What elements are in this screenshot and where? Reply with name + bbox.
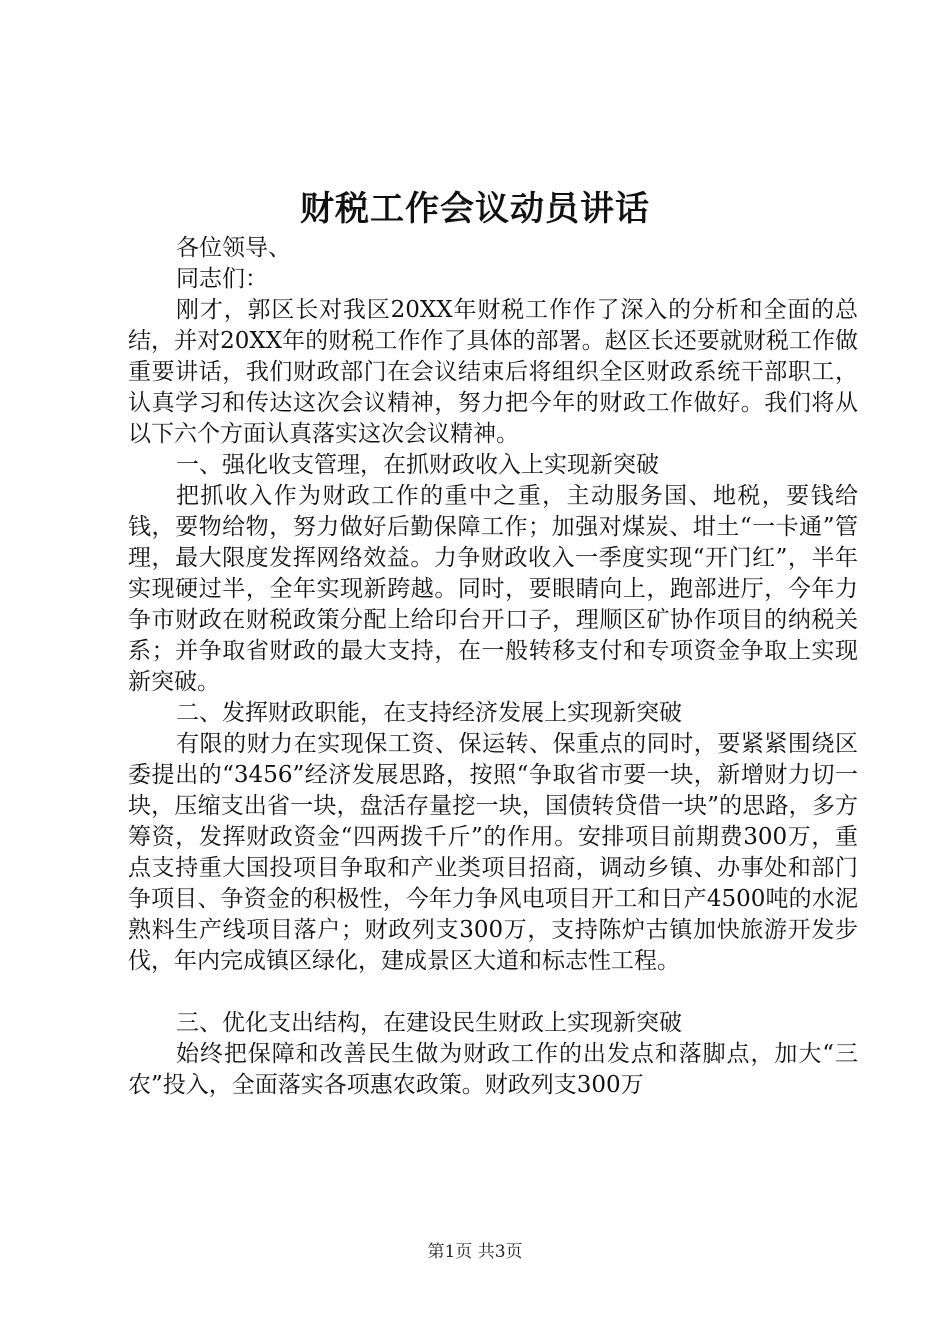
section-heading-1: 一、强化收支管理，在抓财政收入上实现新突破 xyxy=(176,452,659,478)
greeting-comrades: 同志们： xyxy=(176,266,268,292)
section-paragraph-2: 有限的财力在实现保工资、保运转、保重点的同时，要紧紧围绕区委提出的“3456”经济发展思路，按照“争取省市要一块，新增财力切一块，压缩支出省一块，盘活存量挖一块，国债转贷借一块”的思路，多方筹资，发挥财政资金“四两拨千斤”的作用。安排项目前期费300万，重点支持重大国投项目争取和产业类项目招商，调动乡镇、办事处和部门争项目、争资金的积极性，今年力争风电项目开工和日产4500吨的水泥熟料生产线项目落户；财政列支300万，支持陈炉古镇加快旅游开发步伐，年内完成镇区绿化，建成景区大道和标志性工程。 xyxy=(128,731,858,974)
intro-paragraph: 刚才，郭区长对我区20XX年财税工作作了深入的分析和全面的总结，并对20XX年的财税工作作了具体的部署。赵区长还要就财税工作做重要讲话，我们财政部门在会议结束后将组织全区财政系统干部职工，认真学习和传达这次会议精神，努力把今年的财政工作做好。我们将从以下六个方面认真落实这次会议精神。 xyxy=(128,297,858,447)
section-paragraph-1: 把抓收入作为财政工作的重中之重，主动服务国、地税，要钱给钱，要物给物，努力做好后勤保障工作；加强对煤炭、坩土“一卡通”管理，最大限度发挥网络效益。力争财政收入一季度实现“开门红”，半年实现硬过半，全年实现新跨越。同时，要眼睛向上，跑部进厅，今年力争市财政在财税政策分配上给印台开口子，理顺区矿协作项目的纳税关系；并争取省财政的最大支持，在一般转移支付和专项资金争取上实现新突破。 xyxy=(128,483,858,695)
page-footer: 第1页 共3页 xyxy=(427,1242,523,1262)
section-paragraph-3: 始终把保障和改善民生做为财政工作的出发点和落脚点，加大“三农”投入，全面落实各项惠农政策。财政列支300万 xyxy=(128,1041,858,1098)
section-heading-2: 二、发挥财政职能，在支持经济发展上实现新突破 xyxy=(176,700,682,726)
document-body xyxy=(128,233,858,1101)
section-heading-3: 三、优化支出结构，在建设民生财政上实现新突破 xyxy=(176,1010,682,1036)
greeting-leaders: 各位领导、 xyxy=(176,235,291,261)
document-title: 财税工作会议动员讲话 xyxy=(300,189,650,229)
paragraph-spacer xyxy=(128,977,858,1008)
